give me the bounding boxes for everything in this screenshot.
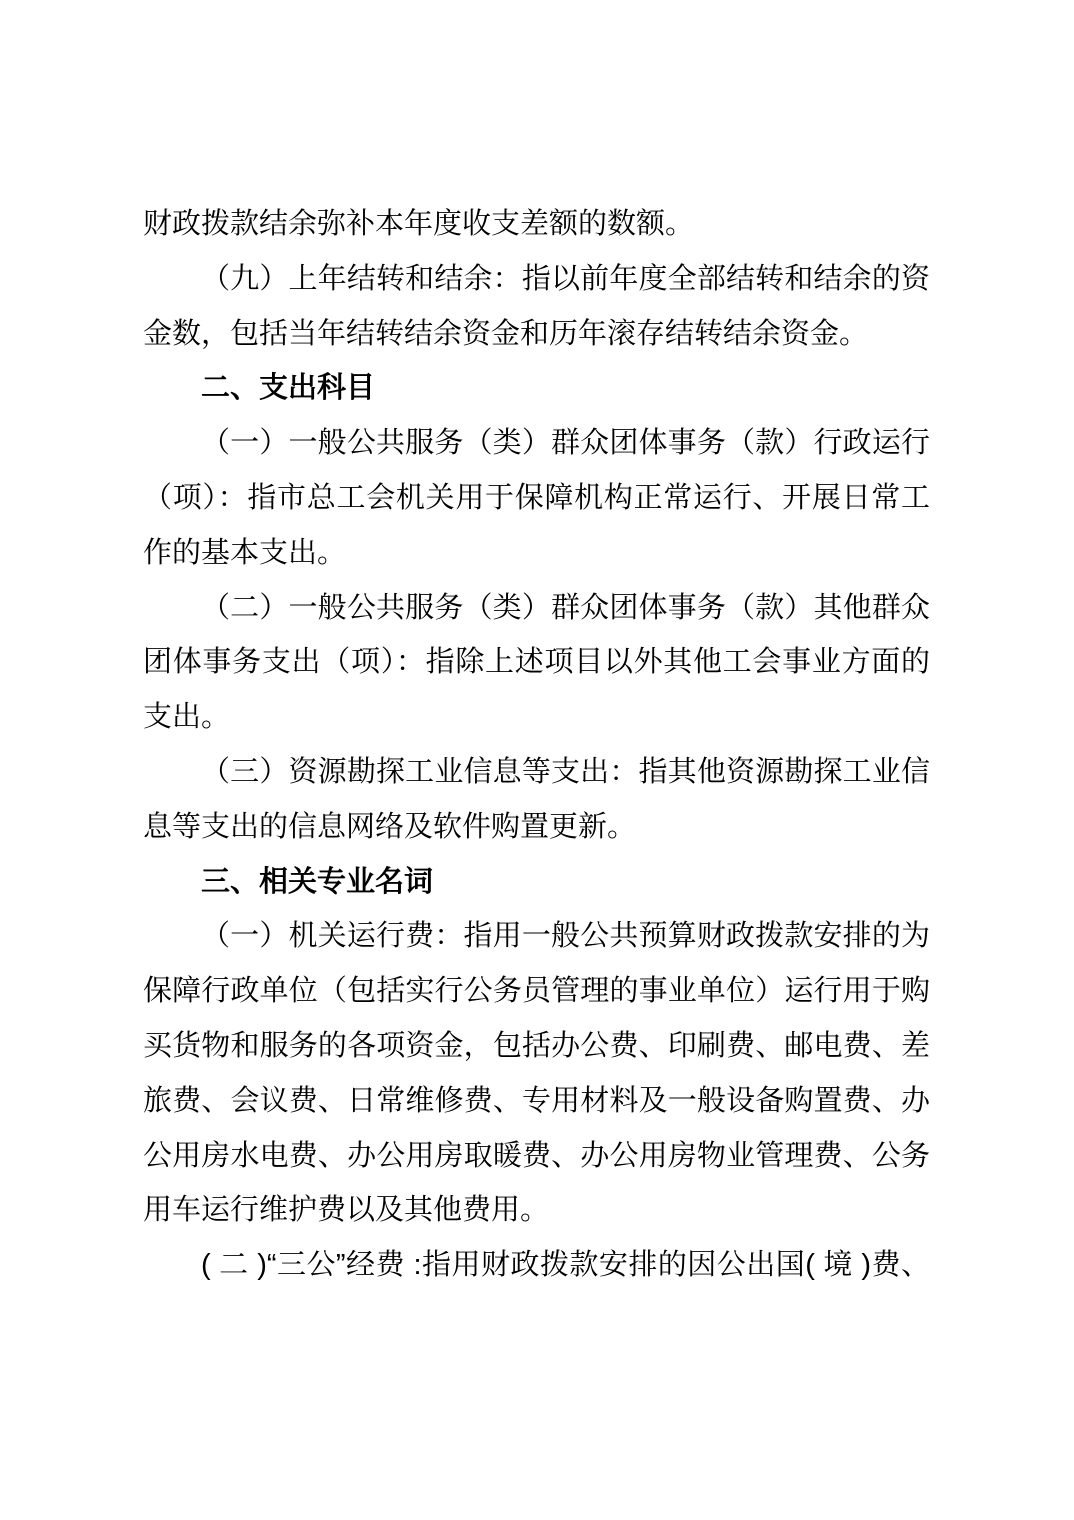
text-line: （九）上年结转和结余：指以前年度全部结转和结余的资 — [201, 262, 930, 295]
text-line: 保障行政单位（包括实行公务员管理的事业单位）运行用于购 — [143, 975, 930, 1008]
text-line: 财政拨款结余弥补本年度收支差额的数额。 — [143, 208, 695, 240]
document-body — [143, 197, 930, 1293]
text-line: （一）机关运行费：指用一般公共预算财政拨款安排的为 — [201, 920, 930, 953]
text-line: 息等支出的信息网络及软件购置更新。 — [143, 810, 637, 843]
text-line: （三）资源勘探工业信息等支出：指其他资源勘探工业信 — [201, 755, 930, 788]
text-line: （项）：指市总工会机关用于保障机构正常运行、开展日常工 — [143, 481, 930, 514]
text-line: 买货物和服务的各项资金，包括办公费、印刷费、邮电费、差 — [143, 1029, 930, 1062]
text-line: 用车运行维护费以及其他费用。 — [143, 1194, 550, 1227]
text-line: ( 二 )“三公”经费 :指用财政拨款安排的因公出国( 境 )费、 — [201, 1249, 930, 1282]
text-line: 旅费、会议费、日常维修费、专用材料及一般设备购置费、办 — [143, 1084, 930, 1117]
text-line: 作的基本支出。 — [143, 536, 347, 569]
text-line: 公用房水电费、办公用房取暖费、办公用房物业管理费、公务 — [143, 1139, 930, 1172]
text-line: （二）一般公共服务（类）群众团体事务（款）其他群众 — [201, 591, 930, 624]
section-heading: 三、相关专业名词 — [201, 865, 434, 898]
section-heading: 二、支出科目 — [201, 372, 376, 405]
text-line: 支出。 — [143, 701, 231, 734]
text-line: 金数，包括当年结转结余资金和历年滚存结转结余资金。 — [143, 317, 869, 350]
text-line: 团体事务支出（项）：指除上述项目以外其他工会事业方面的 — [143, 646, 930, 679]
text-line: （一）一般公共服务（类）群众团体事务（款）行政运行 — [201, 427, 930, 460]
